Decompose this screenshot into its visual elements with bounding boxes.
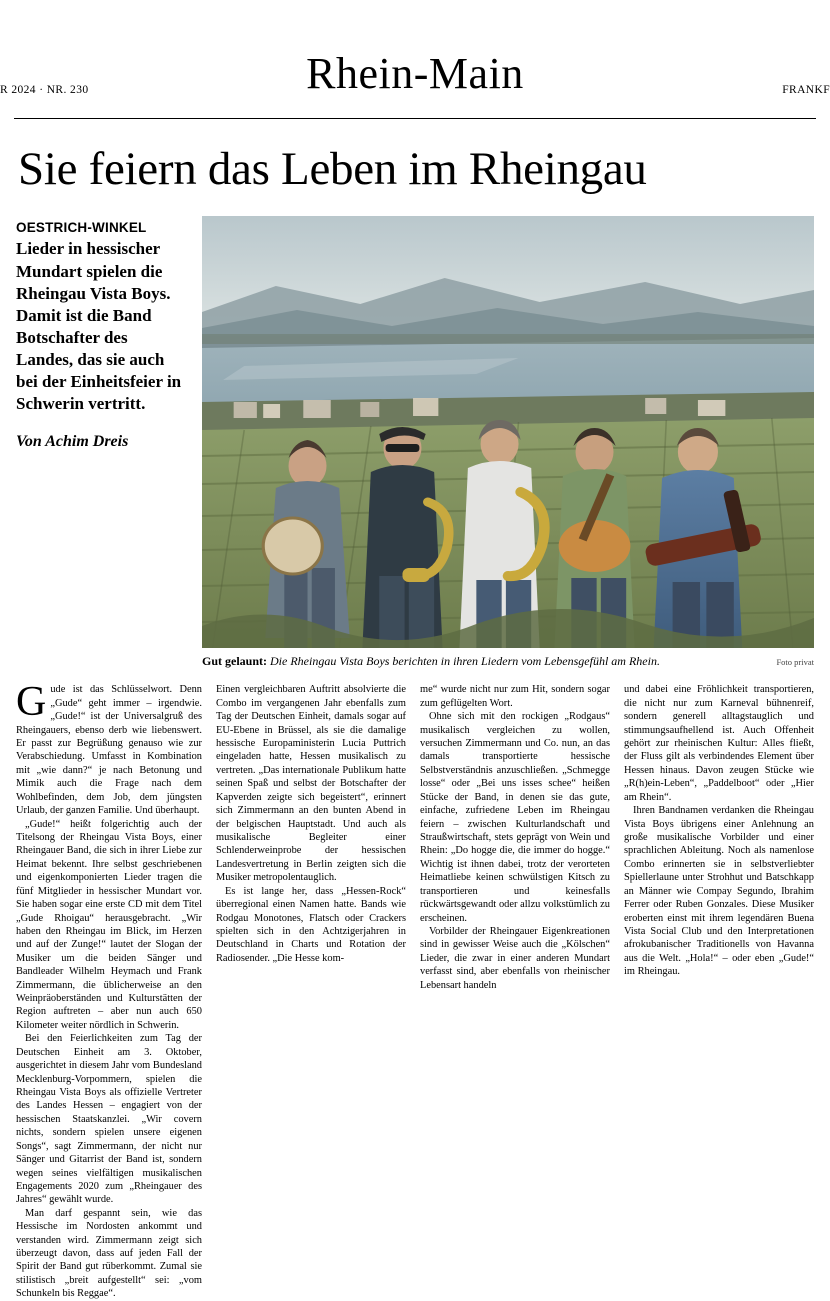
body-column-3 (420, 683, 610, 1300)
photo-column (202, 216, 814, 669)
paragraph: Bei den Feierlichkeiten zum Tag der Deutschen Einheit am 3. Oktober, ausgerichtet in diesem Jahr vom Bundesland Mecklenburg-Vorpommern, spielen die Rheingau Vista Boys als offizielle Vertreter des Landes Hessen – engagiert von der hessischen Staatskanzlei. „Wir covern nichts, sondern spielen unsere eigenen Songs“, sagt Zimmermann, der nicht nur Sänger und Gitarrist der Band ist, sondern wegen seines vielfältigen musikalischen Engagements 2020 zum „Rheingauer des Jahres“ gewählt wurde. (16, 1033, 202, 1206)
photo-caption (202, 654, 814, 669)
caption-body: Die Rheingau Vista Boys berichten in ihren Liedern vom Lebensgefühl am Rhein. (267, 654, 660, 669)
body-column-1 (16, 679, 202, 1300)
paragraph: Es ist lange her, dass „Hessen-Rock“ überregional einen Namen hatte. Bands wie Rodgau Monotones, Flatsch oder Crackers spielten sich in den Achtzigerjahren in Deutschland in Charts und Rotation der Radiosender. „Die Hesse kom- (216, 885, 406, 964)
paragraph: „Gude!“ heißt folgerichtig auch der Titelsong der Rheingau Vista Boys, einer Rheingauer Band, die sich in ihrer Liebe zur Heimat bekennt. Ihre selbst geschriebenen und eigenkomponierten Lieder tragen die fünf Mitglieder in hessischer Mundart vor. Sie haben sogar eine erste CD mit dem Titel „Gude Rhoigau“ herausgebracht. „Wir haben den Rheingau im Blick, im Herzen und auf der Zunge!“ lautet der Slogan der Musiker um die beiden Sänger und Bandleader Wilhelm Heymach und Frank Zimmermann, die üblicherweise an den Weinpräoberständen und Kulturstätten der Region auftreten – aber nun auch 650 Kilometer weiter nördlich in Schwerin. (16, 818, 202, 1031)
caption-lead-in: Gut gelaunt: (202, 654, 268, 669)
byline: Von Achim Dreis (16, 433, 129, 451)
drop-cap: G (16, 679, 47, 726)
paragraph: Ohne sich mit den rockigen „Rodgaus“ musikalisch vergleichen zu wollen, versuchen Zimmermann und Co. nun, an das damals transportierte hessische Selbstverständnis anzuschließen. „Schmegge losse“ oder „Bei uns isses schee“ heißen Stücke der Band, in denen sie das gute, einfache, zufriedene Leben im Rheingau feiern – zwischen Kulturlandschaft und Straußwirtschaft, stets geprägt von Wein und Rhein: „Do hogge die, die immer do hogge.“ Wichtig ist ihnen dabei, trotz der verorteten Heimatliebe keinen schwülstigen Kitsch zu transportieren und keinesfalls rückwärtsgewandt oder allzu volkstümlich zu erscheinen. (420, 711, 610, 924)
article-body (16, 679, 814, 1300)
masthead (0, 0, 830, 119)
paragraph-text: ude ist das Schlüsselwort. Denn „Gude“ geht immer – irgendwie. „Gude!“ ist der Universalgruß des Rheingauers, ebenso derb wie liebenswert. Er passt zur Begrüßung genauso wie zur Verabschiedung. Umfasst in Kombination mit „wie dann?“ je nach Betonung und Mimik auch die Frage nach dem Wohlbefinden, dem Job, dem jüngsten Urlaub, der ganzen Familie. Und überhaupt. (16, 684, 202, 817)
paragraph: Einen vergleichbaren Auftritt absolvierte die Combo im vergangenen Jahr ebenfalls zum Tag der Deutschen Einheit, damals sogar auf EU-Ebene in Brüssel, als sie die damalige hessische Europaministerin Lucia Puttrich eingeladen hatte, Hessen musikalisch zu vertreten. „Das internationale Publikum hatte seinen Spaß und selbst der Botschafter der Kapverden zeigte sich begeistert“, erinnert sich Zimmermann an den bunten Abend in der belgischen Hauptstadt. Und auch als musikalische Begleiter einer Schlenderweinprobe der hessischen Landesvertretung in Berlin zeigten sich die Musiker metropolentauglich. (216, 684, 406, 884)
masthead-left-meta: R 2024 · NR. 230 (0, 84, 89, 96)
masthead-right-meta: FRANKF (782, 84, 830, 96)
caption-text (202, 654, 660, 669)
paragraph: und dabei eine Fröhlichkeit transportieren, die nicht nur zum Karneval bühnenreif, sondern generell alltagstauglich und stimmungsaufhellend ist. Auch Offenheit gehört zur rheinischen Kultur: Alles fließt, der Fluss gilt als verbindendes Element über Hessen hinaus. Davon zeugen Stücke wie „R(h)ein-Leben“, „Paddelboot“ oder „Hier am Rhein“. (624, 684, 814, 803)
paragraph: me“ wurde nicht nur zum Hit, sondern sogar zum geflügelten Wort. (420, 684, 610, 709)
photo-credit: Foto privat (776, 657, 814, 668)
page-title: Sie feiern das Leben im Rheingau (18, 143, 647, 195)
paragraph: Ihren Bandnamen verdanken die Rheingau Vista Boys übrigens einer Anlehnung an große musikalische Vorbilder und einer sprachlichen Ableitung. Noch als namenlose Combo erinnerten sie in selbstverliebter Spiellerlaune unter Strohhut und Batschkapp an Männer wie Compay Segundo, Ibrahim Ferrer oder Ruben Gonzales. Diese Musiker eroberten einst mit ihrem legendären Buena Vista Social Club und den Interpretationen afrokubanischer Traditionells von Havanna aus die Welt. „Hola!“ – oder eben „Gude!“ im Rheingau. (624, 805, 814, 978)
paragraph (16, 679, 202, 817)
paragraph: Man darf gespannt sein, wie das Hessische im Nordosten ankommt und verstanden wird. Zimmermann zeigt sich überzeugt davon, dass auf jeden Fall der Spirit der Band gut rüberkommt. Zumal sie stilistisch „breit aufgestellt“ sei: „vom Schunkeln bis Reggae“. (16, 1207, 202, 1300)
dateline-kicker: OESTRICH-WINKEL (16, 220, 147, 236)
lead-column (16, 216, 202, 451)
body-column-4 (624, 683, 814, 1300)
masthead-title: Rhein-Main (306, 49, 524, 98)
body-column-2 (216, 683, 406, 1300)
lead-text: Lieder in hessischer Mundart spielen die Rheingau Vista Boys. Damit ist die Band Botschafter des Landes, das sie auch bei der Einheitsfeier in Schwerin vertritt. (16, 239, 182, 414)
photo-illustration (202, 216, 814, 648)
paragraph: Vorbilder der Rheingauer Eigenkreationen sind in gewisser Weise auch die „Kölschen“ Lieder, die zwar in einer anderen Mundart verfasst sind, aber ebenfalls von rheinischer Lebensart handeln (420, 925, 610, 991)
article-photo (202, 216, 814, 648)
article-top-block (16, 216, 814, 669)
lead-paragraph (16, 216, 186, 415)
